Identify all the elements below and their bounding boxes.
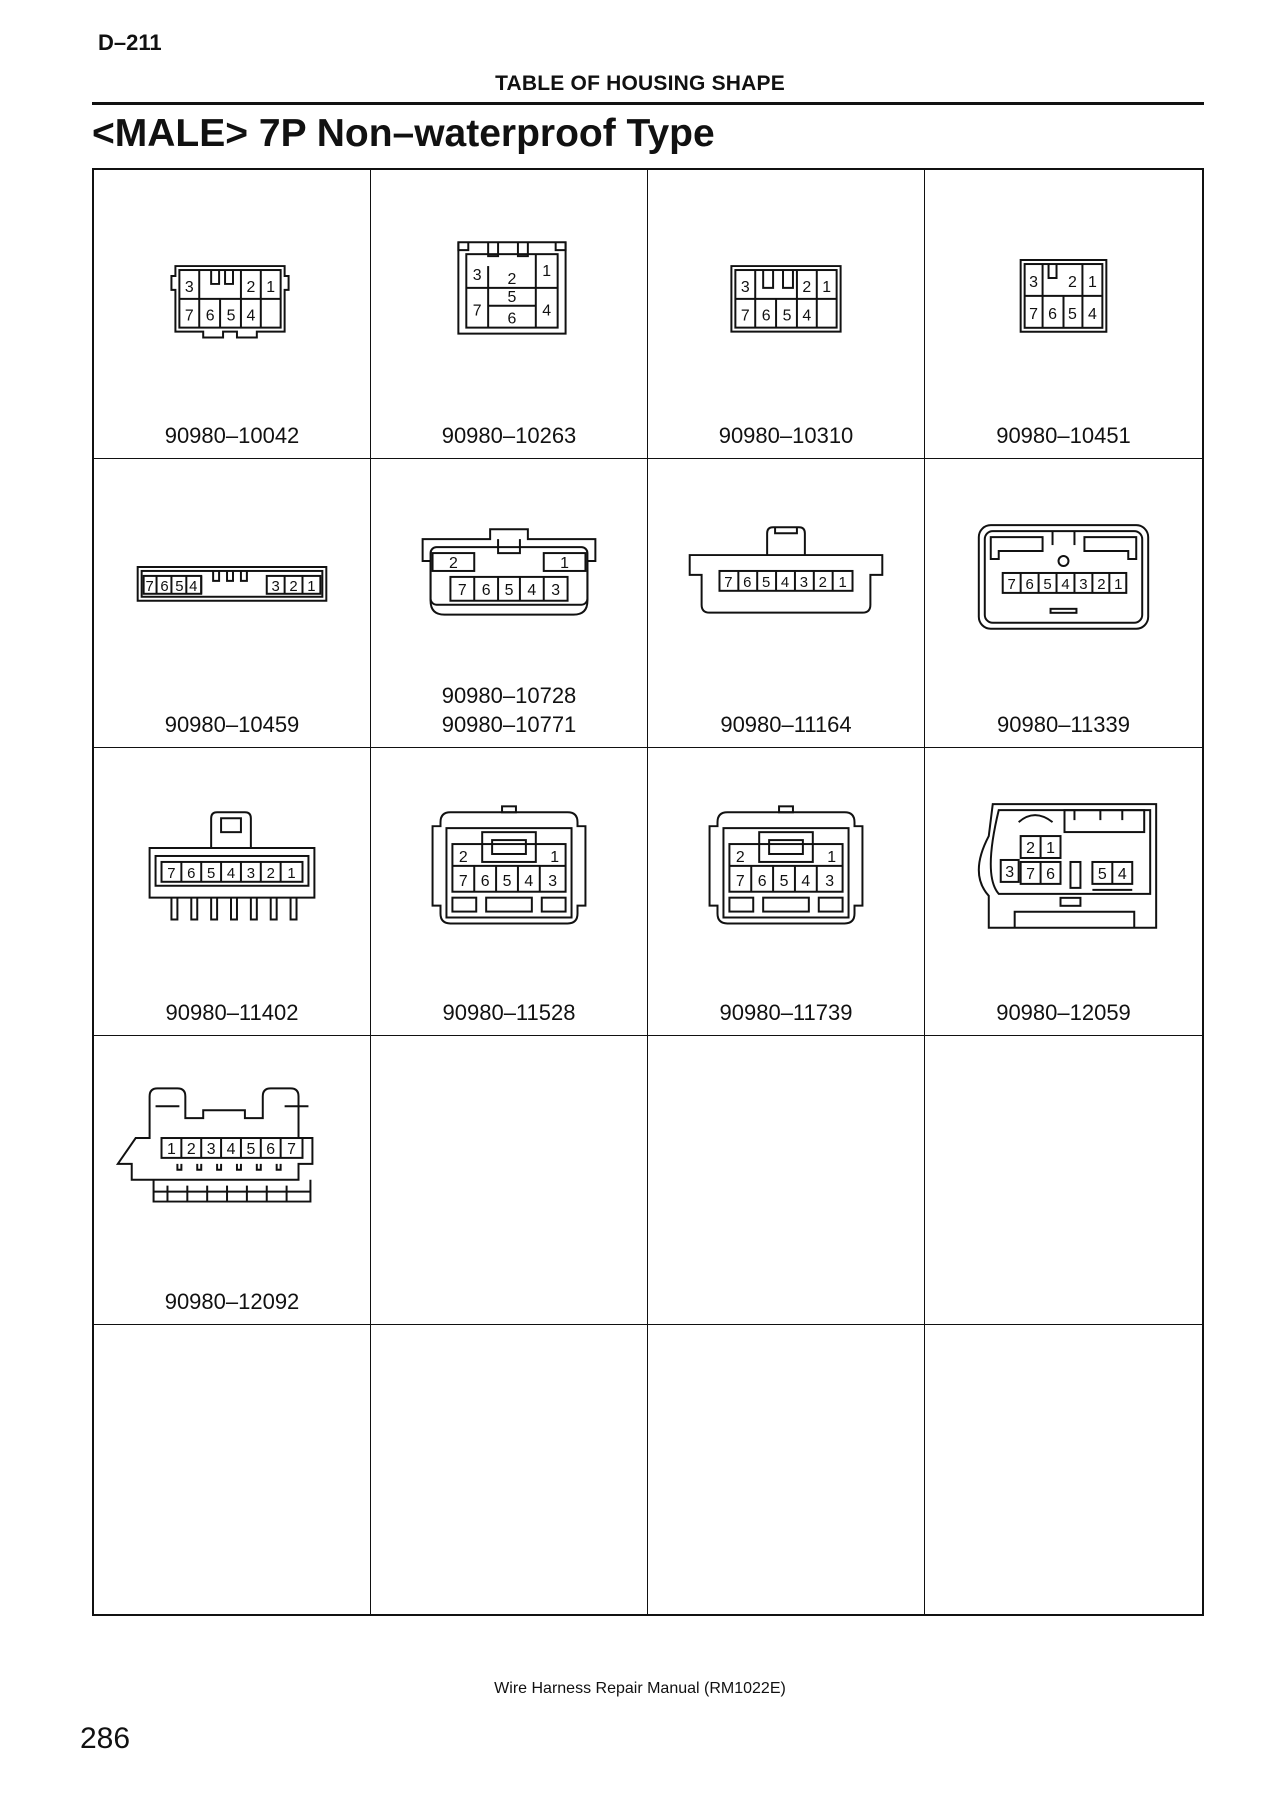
empty-cell (925, 1036, 1202, 1325)
pin-label: 5 (502, 872, 512, 890)
pin-label: 3 (206, 1141, 216, 1159)
pin-label: 6 (480, 872, 490, 890)
pin-label: 2 (1097, 575, 1106, 593)
pin-label: 6 (1046, 865, 1055, 883)
pin-label: 1 (1087, 273, 1097, 291)
connector-cell (925, 459, 1202, 748)
empty-cell (648, 1036, 925, 1325)
connector-drawing (94, 748, 370, 958)
pin-label: 2 (246, 278, 256, 296)
connector-drawing (371, 748, 647, 958)
pin-label: 6 (481, 581, 491, 599)
pin-label: 1 (266, 278, 276, 296)
pin-label: 1 (560, 554, 570, 572)
connector-cell (648, 459, 925, 748)
part-number: 90980–10459 (164, 711, 300, 737)
pin-label: 5 (226, 307, 236, 325)
pin-label: 7 (740, 307, 750, 325)
pin-label: 1 (1046, 839, 1055, 857)
pin-label: 7 (167, 865, 176, 882)
pin-label: 3 (548, 872, 558, 890)
pin-label: 7 (457, 581, 467, 599)
pin-label: 6 (160, 578, 169, 595)
pin-label: 7 (724, 574, 733, 591)
pin-label: 5 (1068, 305, 1077, 323)
pin-label: 3 (271, 578, 280, 595)
header-rule (92, 102, 1204, 105)
connector-cell (925, 748, 1202, 1037)
empty-cell (94, 1325, 371, 1614)
page-number: 286 (80, 1722, 131, 1755)
pin-label: 1 (167, 1141, 176, 1159)
pin-label: 1 (1114, 575, 1123, 593)
connector-drawing (94, 1036, 370, 1246)
pin-label: 6 (743, 574, 752, 591)
pin-label: 7 (1026, 865, 1036, 883)
pin-label: 5 (246, 1141, 256, 1159)
pin-label: 2 (186, 1141, 196, 1159)
pin-label: 5 (1043, 575, 1052, 593)
pin-label: 3 (799, 574, 809, 591)
footer-manual-title: Wire Harness Repair Manual (RM1022E) (494, 1680, 786, 1697)
pin-label: 2 (818, 574, 827, 591)
housing-shape-table (92, 168, 1204, 1616)
pin-label: 5 (507, 288, 517, 306)
connector-cell (925, 170, 1202, 459)
connector-drawing (371, 459, 647, 669)
pin-label: 3 (1029, 273, 1039, 291)
pin-label: 4 (542, 302, 552, 320)
connector-drawing (94, 459, 370, 669)
connector-drawing (925, 170, 1202, 380)
pin-label: 7 (458, 872, 468, 890)
connector-cell (648, 748, 925, 1037)
pin-label: 1 (822, 278, 832, 296)
pin-label: 1 (287, 865, 296, 882)
part-number: 90980–10042 (164, 422, 300, 448)
pin-label: 3 (472, 266, 482, 284)
connector-cell (94, 748, 371, 1037)
empty-cell (371, 1325, 648, 1614)
connector-cell (94, 459, 371, 748)
pin-label: 6 (187, 865, 196, 882)
pin-label: 2 (735, 848, 745, 866)
pin-label: 5 (762, 574, 771, 591)
pin-label: 6 (761, 307, 771, 325)
connector-drawing (648, 170, 924, 380)
pin-label: 6 (1048, 305, 1057, 323)
pin-label: 3 (1005, 863, 1015, 881)
page-title: <MALE> 7P Non–waterproof Type (92, 112, 715, 155)
connector-cell (94, 1036, 371, 1325)
pin-label: 2 (266, 865, 275, 882)
pin-label: 4 (527, 581, 537, 599)
pin-label: 1 (307, 578, 316, 595)
pin-label: 6 (266, 1141, 276, 1159)
pin-label: 5 (779, 872, 789, 890)
part-number: 90980–10728 90980–10771 (441, 682, 577, 737)
connector-cell (371, 748, 648, 1037)
pin-label: 4 (524, 872, 534, 890)
pin-label: 4 (189, 578, 198, 595)
pin-label: 2 (458, 848, 468, 866)
connector-drawing (925, 459, 1202, 669)
pin-label: 2 (1026, 839, 1036, 857)
pin-label: 1 (542, 262, 552, 280)
pin-label: 3 (551, 581, 561, 599)
pin-label: 4 (802, 307, 812, 325)
pin-label: 5 (504, 581, 514, 599)
part-number: 90980–10263 (441, 422, 577, 448)
pin-label: 7 (472, 302, 482, 320)
connector-cell (648, 170, 925, 459)
pin-label: 3 (184, 278, 194, 296)
pin-label: 4 (226, 865, 236, 882)
connector-drawing (94, 170, 370, 380)
page-code: D–211 (98, 30, 162, 55)
empty-cell (648, 1325, 925, 1614)
connector-drawing (371, 170, 647, 380)
pin-label: 4 (1087, 305, 1097, 323)
pin-label: 1 (550, 848, 560, 866)
pin-label: 7 (1007, 575, 1016, 593)
connector-drawing (648, 459, 924, 669)
pin-label: 5 (782, 307, 792, 325)
pin-label: 4 (780, 574, 790, 591)
section-title: TABLE OF HOUSING SHAPE (495, 72, 785, 95)
empty-cell (925, 1325, 1202, 1614)
pin-label: 3 (740, 278, 750, 296)
pin-label: 2 (507, 270, 517, 288)
part-number: 90980–11402 (165, 1000, 299, 1026)
pin-label: 7 (184, 307, 194, 325)
connector-drawing (648, 748, 924, 958)
empty-cell (371, 1036, 648, 1325)
pin-label: 2 (448, 554, 458, 572)
part-number: 90980–10451 (996, 422, 1131, 448)
pin-label: 2 (802, 278, 812, 296)
connector-cell (371, 459, 648, 748)
part-number: 90980–12092 (164, 1289, 300, 1315)
pin-label: 2 (289, 578, 298, 595)
part-number: 90980–10310 (718, 422, 854, 448)
pin-label: 1 (838, 574, 847, 591)
pin-label: 4 (1117, 865, 1127, 883)
pin-label: 7 (287, 1141, 296, 1159)
pin-label: 6 (757, 872, 767, 890)
pin-label: 6 (205, 307, 215, 325)
pin-label: 4 (246, 307, 256, 325)
connector-cell (371, 170, 648, 459)
pin-label: 6 (507, 310, 517, 328)
pin-label: 3 (825, 872, 835, 890)
part-number: 90980–11528 (442, 1000, 576, 1026)
pin-label: 5 (175, 578, 184, 595)
pin-label: 1 (827, 848, 837, 866)
pin-label: 5 (207, 865, 216, 882)
pin-label: 2 (1068, 273, 1077, 291)
pin-label: 4 (801, 872, 811, 890)
pin-label: 7 (145, 578, 154, 595)
pin-label: 5 (1097, 865, 1107, 883)
part-number: 90980–11339 (997, 711, 1130, 737)
pin-label: 3 (246, 865, 256, 882)
pin-label: 4 (1061, 575, 1070, 593)
connector-cell (94, 170, 371, 459)
pin-label: 4 (226, 1141, 236, 1159)
pin-label: 3 (1079, 575, 1088, 593)
connector-drawing (925, 748, 1202, 958)
pin-label: 7 (1029, 305, 1039, 323)
pin-label: 7 (735, 872, 745, 890)
part-number: 90980–11164 (720, 711, 852, 737)
pin-label: 6 (1025, 575, 1034, 593)
part-number: 90980–12059 (996, 1000, 1131, 1026)
part-number: 90980–11739 (719, 1000, 853, 1026)
